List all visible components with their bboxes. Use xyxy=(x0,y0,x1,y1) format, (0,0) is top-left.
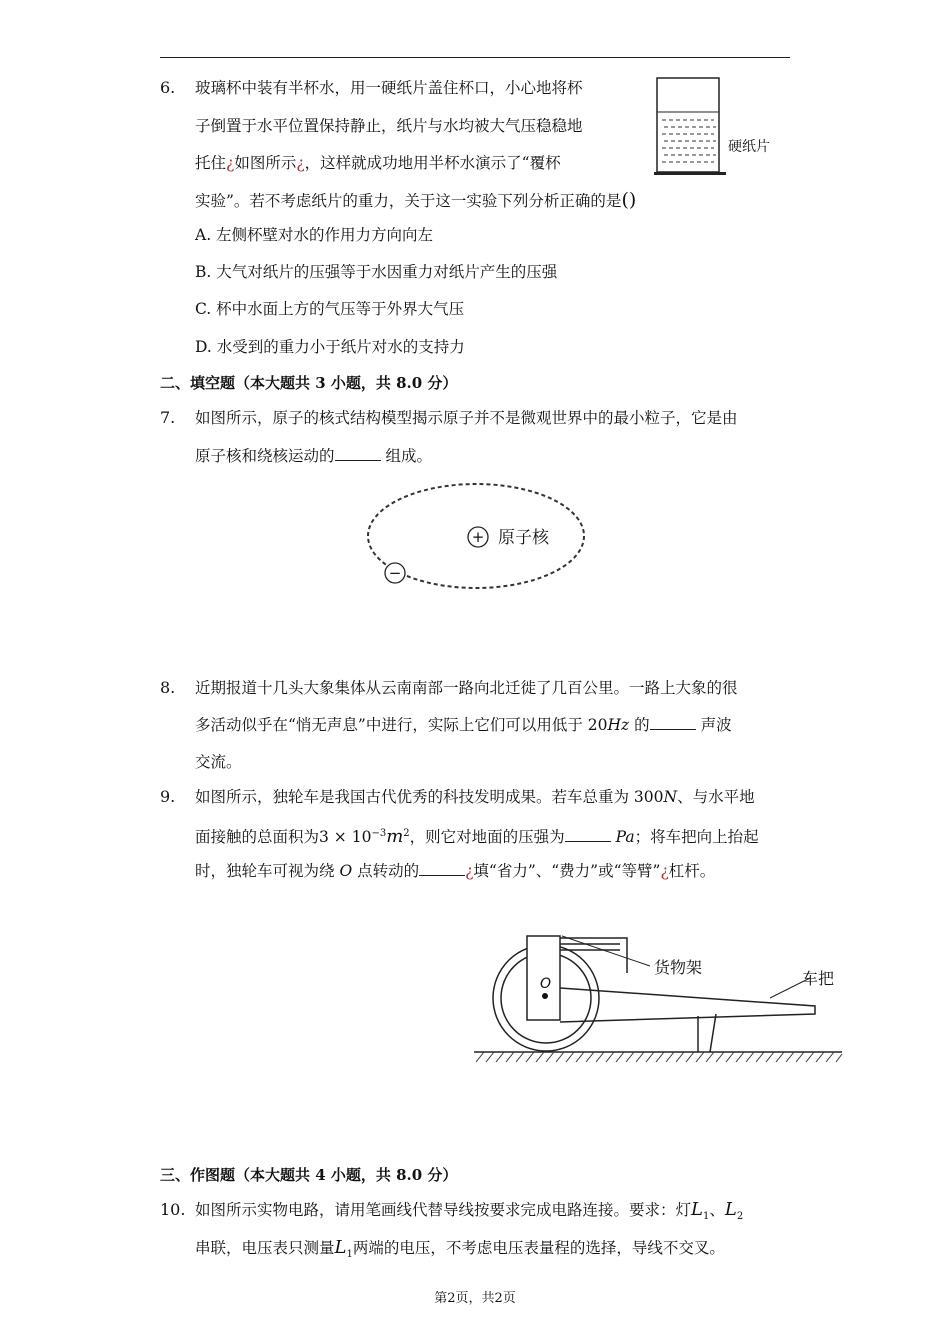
q6-option-d: D. 水受到的重力小于纸片对水的支持力 xyxy=(195,338,465,356)
question-mark-glyph: ¿ xyxy=(465,862,474,880)
rack-leader xyxy=(562,936,650,966)
q6-line-1: 玻璃杯中装有半杯水，用一硬纸片盖住杯口，小心地将杯 xyxy=(195,79,583,97)
section-3-title: 三、作图题（本大题共 4 小题，共 8.0 分） xyxy=(160,1166,458,1184)
q9-line-3d: 杠杆。 xyxy=(668,862,716,880)
q6-line-3c: ，这样就成功地用半杯水演示了“覆杯 xyxy=(304,154,561,172)
atom-model-figure xyxy=(360,478,600,590)
square: 2 xyxy=(403,828,410,839)
q6-line-3a: 托住 xyxy=(195,154,227,172)
pivot-label: O xyxy=(540,976,552,992)
q7-line-1: 如图所示，原子的核式结构模型揭示原子并不是微观世界中的最小粒子，它是由 xyxy=(195,409,738,427)
question-mark-glyph: ¿ xyxy=(296,154,305,172)
q6-option-b: B. 大气对纸片的压强等于水因重力对纸片产生的压强 xyxy=(195,263,558,281)
answer-blank[interactable] xyxy=(650,715,696,730)
q9-line-2a: 面接触的总面积为3 × 10 xyxy=(195,828,372,847)
q6-line-4 xyxy=(195,190,636,211)
q9-number: 9. xyxy=(160,787,176,806)
q9-line-1a: 如图所示，独轮车是我国古代优秀的科技发明成果。若车总重为 300 xyxy=(195,788,664,806)
q9-line-1b: 、与水平地 xyxy=(677,788,755,806)
q6-line-3 xyxy=(195,153,561,173)
water-hatching xyxy=(662,120,716,162)
exponent: −3 xyxy=(371,828,387,839)
q6-line-3b: 如图所示 xyxy=(234,154,297,172)
card-paper xyxy=(654,172,726,175)
q7-line-2a: 原子核和绕核运动的 xyxy=(195,447,335,465)
q8-line-2c: 声波 xyxy=(695,716,732,734)
lamp-l: L xyxy=(724,1199,737,1220)
q10-line-2b: 两端的电压，不考虑电压表量程的选择，导线不交叉。 xyxy=(352,1239,725,1257)
unit-m: m xyxy=(386,826,404,848)
section-2-title: 二、填空题（本大题共 3 小题，共 8.0 分） xyxy=(160,374,458,392)
wheelbarrow-figure xyxy=(470,928,850,1068)
card-label: 硬纸片 xyxy=(728,139,770,155)
rack-label: 货物架 xyxy=(654,958,703,977)
q8-number: 8. xyxy=(160,678,176,697)
q9-line-1 xyxy=(195,787,755,807)
q6-line-4-text: 实验”。若不考虑纸片的重力，关于这一实验下列分析正确的是 xyxy=(195,192,622,210)
electron-sign: − xyxy=(388,564,402,582)
handle-label: 车把 xyxy=(802,969,835,988)
q7-line-2b: 组成。 xyxy=(380,447,432,465)
q6-line-2: 子倒置于水平位置保持静止，纸片与水均被大气压稳稳地 xyxy=(195,117,583,135)
lamp-sub-1: 1 xyxy=(346,1249,353,1261)
page-footer: 第2页，共2页 xyxy=(434,1291,516,1306)
q8-line-2a: 多活动似乎在“悄无声息”中进行，实际上它们可以用低于 20 xyxy=(195,716,608,734)
cup-outline xyxy=(657,78,719,172)
q10-line-1a: 如图所示实物电路，请用笔画线代替导线按要求完成电路连接。要求：灯 xyxy=(195,1201,692,1219)
q8-line-2 xyxy=(195,715,732,735)
q8-line-2b: 的 xyxy=(629,716,650,734)
q7-line-2 xyxy=(195,446,432,466)
answer-parens: () xyxy=(621,189,637,211)
answer-blank[interactable] xyxy=(419,861,465,876)
q6-option-c: C. 杯中水面上方的气压等于外界大气压 xyxy=(195,300,465,318)
lamp-sub-2: 2 xyxy=(736,1211,744,1223)
nucleus-sign: + xyxy=(471,528,485,546)
point-o: O xyxy=(339,862,353,880)
q9-line-3 xyxy=(195,861,715,881)
question-mark-glyph: ¿ xyxy=(226,154,235,172)
q6-option-a: A. 左侧杯壁对水的作用力方向向左 xyxy=(195,226,434,244)
rear-leg-brace xyxy=(710,1014,716,1052)
q9-line-2 xyxy=(195,824,759,847)
q8-line-3: 交流。 xyxy=(195,753,242,771)
lamp-l: L xyxy=(334,1237,347,1258)
q8-line-1: 近期报道十几头大象集体从云南南部一路向北迁徙了几百公里。一路上大象的很 xyxy=(195,679,738,697)
answer-blank[interactable] xyxy=(335,446,381,461)
q9-line-3a: 时，独轮车可视为绕 xyxy=(195,862,340,880)
q6-number: 6. xyxy=(160,78,176,97)
q10-sep: 、 xyxy=(709,1201,725,1219)
pivot-point xyxy=(542,993,548,999)
ground-hatching xyxy=(476,1052,842,1062)
q10-line-1 xyxy=(195,1200,743,1227)
q10-line-2 xyxy=(195,1238,725,1265)
question-mark-glyph: ¿ xyxy=(660,862,669,880)
unit-pa: Pa xyxy=(615,828,635,847)
q9-line-3c: 填“省力”、“费力”或“等臂” xyxy=(473,862,661,880)
q9-line-2b: ，则它对地面的压强为 xyxy=(409,828,565,847)
nucleus-label: 原子核 xyxy=(498,528,549,548)
q10-line-2a: 串联，电压表只测量 xyxy=(195,1239,335,1257)
unit-hz: Hz xyxy=(607,716,630,734)
lamp-l: L xyxy=(691,1199,703,1220)
lamp-sub-1: 1 xyxy=(702,1211,710,1223)
q9-line-2c: ；将车把向上抬起 xyxy=(634,828,759,847)
q10-number: 10. xyxy=(160,1200,186,1219)
inverted-cup-figure xyxy=(650,72,780,184)
q7-number: 7. xyxy=(160,408,176,427)
unit-n: N xyxy=(663,788,678,806)
q9-line-3b: 点转动的 xyxy=(352,862,420,880)
header-rule xyxy=(160,57,790,58)
answer-blank[interactable] xyxy=(565,827,611,842)
